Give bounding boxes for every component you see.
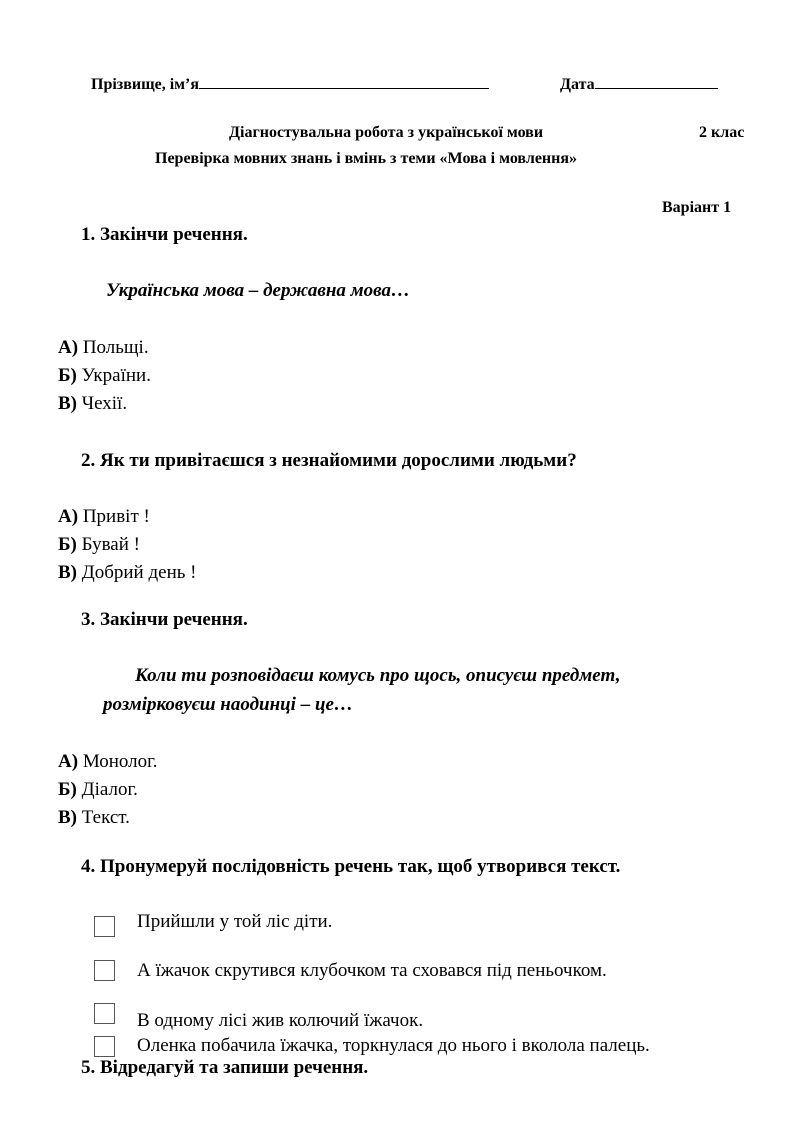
q2-option-c[interactable]	[58, 562, 196, 584]
sentence-2: А їжачок скрутився клубочком та сховався під пеньочком.	[137, 960, 607, 981]
q2-option-b-text: Бувай !	[81, 534, 140, 555]
q3-option-c-text: Текст.	[81, 807, 130, 828]
grade-label: 2 клас	[699, 124, 745, 141]
q3-option-a[interactable]	[58, 751, 158, 773]
q1-option-a-letter: А)	[58, 337, 79, 358]
q3-option-b-letter: Б)	[58, 779, 77, 800]
q3-option-a-letter: А)	[58, 751, 79, 772]
question-2-title: 2. Як ти привітаєшся з незнайомими дорослими людьми?	[81, 450, 577, 471]
q2-option-c-letter: В)	[58, 562, 77, 583]
sentence-3-number-box[interactable]	[94, 1003, 115, 1024]
name-blank[interactable]	[199, 74, 489, 89]
sentence-3: В одному лісі жив колючий їжачок.	[137, 1010, 424, 1031]
question-1-title: 1. Закінчи речення.	[81, 224, 248, 245]
q2-option-b[interactable]	[58, 534, 140, 556]
question-3-title: 3. Закінчи речення.	[81, 609, 248, 630]
sentence-1-number-box[interactable]	[94, 916, 115, 937]
sentence-4: Оленка побачила їжачка, торкнулася до нього і вколола палець.	[137, 1035, 650, 1056]
test-title: Діагностувальна робота з української мови	[229, 124, 544, 141]
q1-option-b-letter: Б)	[58, 365, 77, 386]
q3-option-c[interactable]	[58, 807, 130, 829]
q3-option-b-text: Діалог.	[81, 779, 138, 800]
q1-option-b[interactable]	[58, 365, 151, 387]
question-4-title: 4. Пронумеруй послідовність речень так, щоб утворився текст.	[81, 856, 621, 877]
q1-option-c-text: Чехії.	[81, 393, 128, 414]
q1-option-c[interactable]	[58, 393, 127, 415]
q3-option-c-letter: В)	[58, 807, 77, 828]
q3-option-b[interactable]	[58, 779, 138, 801]
variant-label: Варіант 1	[662, 199, 732, 216]
q1-option-a[interactable]	[58, 337, 149, 359]
question-1-prompt: Українська мова – державна мова…	[106, 280, 410, 301]
question-5-title: 5. Відредагуй та запиши речення.	[81, 1057, 369, 1078]
sentence-1: Прийшли у той ліс діти.	[137, 911, 333, 932]
q1-option-a-text: Польщі.	[82, 337, 149, 358]
date-blank[interactable]	[595, 74, 718, 89]
q1-option-c-letter: В)	[58, 393, 77, 414]
q2-option-b-letter: Б)	[58, 534, 77, 555]
question-3-prompt-line-1: Коли ти розповідаєш комусь про щось, описуєш предмет,	[135, 665, 621, 686]
q2-option-a[interactable]	[58, 506, 150, 528]
sentence-2-number-box[interactable]	[94, 960, 115, 981]
sentence-4-number-box[interactable]	[94, 1036, 115, 1057]
test-subtitle: Перевірка мовних знань і вмінь з теми «Мова і мовлення»	[155, 150, 578, 167]
q2-option-a-letter: А)	[58, 506, 79, 527]
question-3-prompt-line-2: розмірковуєш наодинці – це…	[103, 694, 353, 715]
q3-option-a-text: Монолог.	[82, 751, 158, 772]
date-label: Дата	[560, 76, 595, 93]
name-label: Прізвище, ім’я	[91, 76, 200, 93]
name-field[interactable]	[91, 74, 489, 94]
q1-option-b-text: України.	[81, 365, 151, 386]
q2-option-a-text: Привіт !	[82, 506, 150, 527]
q2-option-c-text: Добрий день !	[81, 562, 197, 583]
date-field[interactable]	[560, 74, 718, 94]
